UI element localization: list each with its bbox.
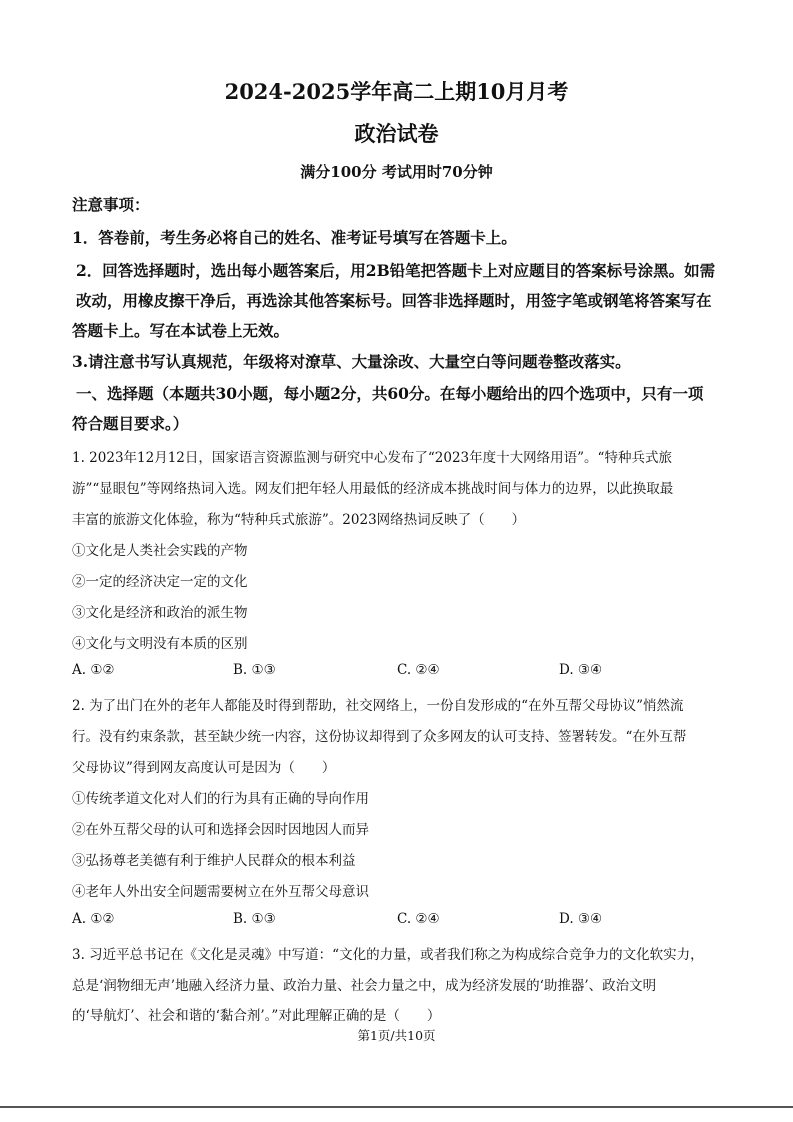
note-line: 1．答卷前，考生务必将自己的姓名、准考证号填写在答题卡上。 xyxy=(72,228,517,247)
option-b[interactable]: B. ①③ xyxy=(233,911,276,927)
note-line: 2．回答选择题时，选出每小题答案后，用2B铅笔把答题卡上对应题目的答案标号涂黑。如需 xyxy=(76,261,716,280)
question-2-stem: 父母协议”得到网友高度认可是因为（ ） xyxy=(72,760,336,776)
question-2-statement: ④老年人外出安全问题需要树立在外互帮父母意识 xyxy=(72,884,369,900)
option-d[interactable]: D. ③④ xyxy=(559,662,603,678)
question-2-statement: ②在外互帮父母的认可和选择会因时因地因人而异 xyxy=(72,822,369,838)
note-line: 改动，用橡皮擦干净后，再选涂其他答案标号。回答非选择题时，用签字笔或钢笔将答案写在 xyxy=(76,291,712,310)
question-3-stem: 总是‘润物细无声’地融入经济力量、政治力量、社会力量之中，成为经济发展的‘助推器’、政治文明 xyxy=(72,978,657,994)
exam-title: 2024-2025学年高二上期10月月考 xyxy=(224,79,569,104)
question-1-stem: 游”“显眼包”等网络热词入选。网友们把年轻人用最低的经济成本挑战时间与体力的边界，以此换取最 xyxy=(72,481,674,497)
exam-meta: 满分100分 考试用时70分钟 xyxy=(300,163,493,181)
question-1-statement: ②一定的经济决定一定的文化 xyxy=(72,574,248,590)
section-heading: 一、选择题（本题共30小题，每小题2分，共60分。在每小题给出的四个选项中，只有一项 xyxy=(76,384,704,403)
question-1-statement: ④文化与文明没有本质的区别 xyxy=(72,636,248,652)
question-2-statement: ③弘扬尊老美德有利于维护人民群众的根本利益 xyxy=(72,853,356,869)
question-2-options xyxy=(72,911,732,931)
question-1-stem: 丰富的旅游文化体验，称为“特种兵式旅游”。2023网络热词反映了（ ） xyxy=(72,512,526,528)
option-c[interactable]: C. ②④ xyxy=(397,662,440,678)
notes-heading: 注意事项： xyxy=(72,195,150,214)
exam-subject: 政治试卷 xyxy=(354,121,439,146)
question-1-stem: 1. 2023年12月12日，国家语言资源监测与研究中心发布了“2023年度十大网络用语”。“特种兵式旅 xyxy=(72,450,672,466)
section-heading-cont: 符合题目要求。） xyxy=(72,414,189,433)
question-2-stem: 行。没有约束条款，甚至缺少统一内容，这份协议却得到了众多网友的认可支持、签署转发。“在外互帮 xyxy=(72,729,687,745)
question-2-stem: 2. 为了出门在外的老年人都能及时得到帮助，社交网络上，一份自发形成的“在外互帮父母协议”悄然流 xyxy=(72,698,684,714)
option-c[interactable]: C. ②④ xyxy=(397,911,440,927)
option-b[interactable]: B. ①③ xyxy=(233,662,276,678)
option-d[interactable]: D. ③④ xyxy=(559,911,603,927)
question-3-stem: 的‘导航灯’、社会和谐的‘黏合剂’。”对此理解正确的是（ ） xyxy=(72,1008,441,1024)
question-1-statement: ③文化是经济和政治的派生物 xyxy=(72,605,248,621)
page-number: 第1页/共10页 xyxy=(357,1028,436,1043)
note-line: 3.请注意书写认真规范，年级将对潦草、大量涂改、大量空白等问题卷整改落实。 xyxy=(72,352,631,371)
question-2-statement: ①传统孝道文化对人们的行为具有正确的导向作用 xyxy=(72,791,369,807)
note-line: 答题卡上。写在本试卷上无效。 xyxy=(72,321,290,340)
option-a[interactable]: A. ①② xyxy=(72,662,115,678)
question-1-statement: ①文化是人类社会实践的产物 xyxy=(72,543,248,559)
option-a[interactable]: A. ①② xyxy=(72,911,115,927)
question-3-stem: 3. 习近平总书记在《文化是灵魂》中写道：“文化的力量，或者我们称之为构成综合竞争力的文化软实力， xyxy=(72,947,704,963)
question-1-options xyxy=(72,662,732,682)
bottom-divider xyxy=(0,1106,793,1108)
